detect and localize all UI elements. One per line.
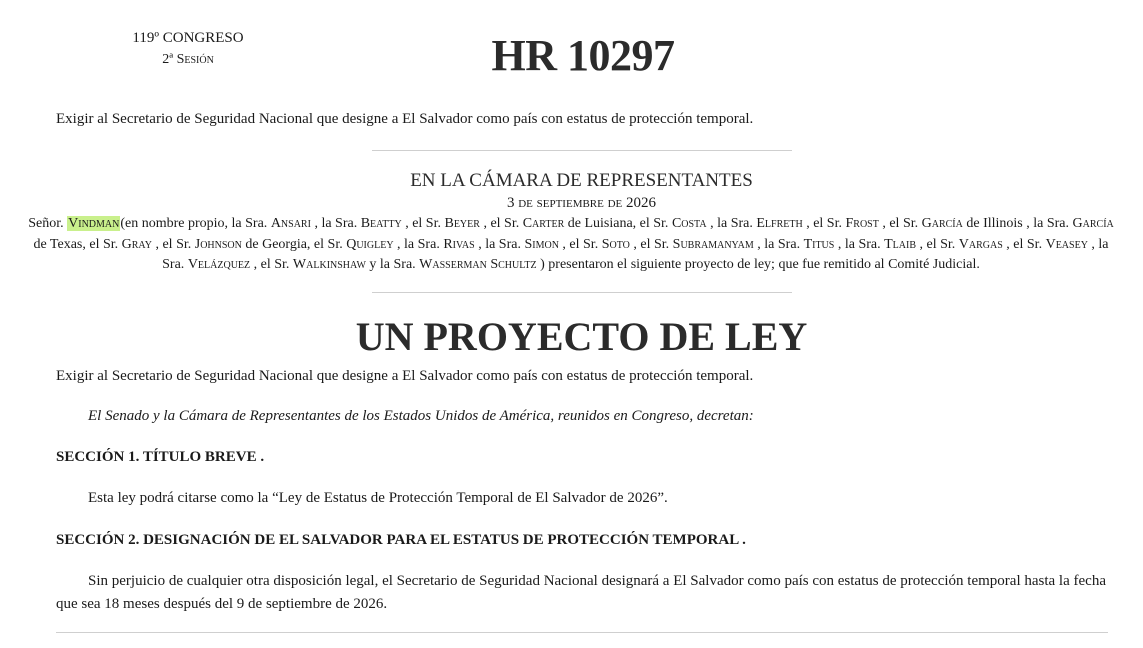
cosponsor-name: Costa <box>671 216 707 231</box>
cosponsor-name: Frost <box>845 216 879 231</box>
cosponsor-list <box>33 216 1113 272</box>
sponsor-text: , el Sr. <box>1002 236 1046 252</box>
section-2-text: Sin perjuicio de cualquier otra disposición legal, el Secretario de Seguridad Nacional designará a El Salvador como país con estatus de protección temporal hasta la fecha que sea 18 meses después del 9 de septiembre de 2026. <box>56 573 1106 612</box>
sponsor-text: , el Sr. <box>878 216 922 231</box>
divider <box>372 150 792 151</box>
cosponsor-name: Walkinshaw <box>292 257 366 272</box>
sponsor-text: , el Sr. <box>916 236 959 252</box>
cosponsor-name: Johnson <box>194 236 242 252</box>
sponsor-text: , la Sra. <box>474 236 525 252</box>
sponsor-text: de Illinois , la Sra. <box>962 216 1073 231</box>
sponsor-text: , la Sra. <box>753 236 804 252</box>
cosponsor-name: Gray <box>121 236 152 252</box>
sponsor-text: de Luisiana, el Sr. <box>564 216 672 231</box>
cosponsor-name: Beyer <box>444 216 480 231</box>
cosponsor-name: Velázquez <box>187 257 251 272</box>
cosponsor-name: García <box>1072 216 1114 231</box>
bill-purpose-repeat: Exigir al Secretario de Seguridad Nacional que designe a El Salvador como país con estatus de protección temporal. <box>56 368 754 384</box>
sponsor-text: y la Sra. <box>365 257 420 272</box>
bill-number: HR 10297 <box>491 31 675 80</box>
sponsor-text: ) presentaron el siguiente proyecto de ley; que fue remitido al Comité Judicial. <box>536 257 980 272</box>
bill-purpose: Exigir al Secretario de Seguridad Nacional que designe a El Salvador como país con estatus de protección temporal. <box>56 111 754 127</box>
lead-sponsor-highlighted[interactable]: Vindman <box>68 216 120 231</box>
cosponsor-name: Simon <box>524 236 559 252</box>
document-type-title: UN PROYECTO DE LEY <box>355 314 808 359</box>
sponsor-text: , el Sr. <box>802 216 846 231</box>
sponsor-text: , la Sra. <box>706 216 757 231</box>
divider <box>56 632 1108 633</box>
cosponsor-name: Wasserman Schultz <box>419 257 537 272</box>
section-1-heading: SECCIÓN 1. TÍTULO BREVE . <box>56 449 265 465</box>
cosponsor-name: Beatty <box>360 216 402 231</box>
sponsor-text: , el Sr. <box>250 257 293 272</box>
sponsor-text: , la Sra. <box>310 216 361 231</box>
cosponsor-name: Ansari <box>270 216 311 231</box>
sponsors-paragraph <box>26 214 1116 276</box>
sponsor-text: , el Sr. <box>401 216 445 231</box>
sponsor-prefix: Señor. <box>28 216 64 231</box>
divider <box>372 292 792 293</box>
congress-number: 119º CONGRESO <box>132 30 244 46</box>
sponsor-text: , la Sra. <box>393 236 444 252</box>
enacting-clause: El Senado y la Cámara de Representantes de los Estados Unidos de América, reunidos en Congreso, decretan: <box>88 408 754 424</box>
session-number: 2ª Sesión <box>162 52 214 67</box>
section-2-heading: SECCIÓN 2. DESIGNACIÓN DE EL SALVADOR PARA EL ESTATUS DE PROTECCIÓN TEMPORAL . <box>56 532 746 548</box>
sponsor-text: de Texas, el Sr. <box>33 236 122 252</box>
congress-session-block <box>118 28 258 70</box>
sponsor-text: , el Sr. <box>151 236 195 252</box>
sponsor-text: , la Sra. <box>834 236 885 252</box>
cosponsor-name: Rivas <box>443 236 475 252</box>
introduction-date: 3 de septiembre de 2026 <box>506 195 657 211</box>
section-1-text: Esta ley podrá citarse como la “Ley de Estatus de Protección Temporal de El Salvador de 2026”. <box>88 490 668 506</box>
sponsor-text: (en nombre propio, la Sra. <box>120 216 271 231</box>
chamber-title: EN LA CÁMARA DE REPRESENTANTES <box>410 170 753 191</box>
cosponsor-name: Quigley <box>346 236 394 252</box>
cosponsor-name: Veasey <box>1045 236 1088 252</box>
cosponsor-name: Carter <box>522 216 565 231</box>
cosponsor-name: Elfreth <box>756 216 803 231</box>
cosponsor-name: Vargas <box>958 236 1003 252</box>
sponsor-text: de Georgia, el Sr. <box>241 236 347 252</box>
sponsor-text: , el Sr. <box>558 236 602 252</box>
sponsor-text: , el Sr. <box>479 216 523 231</box>
cosponsor-name: Soto <box>601 236 630 252</box>
cosponsor-name: Tlaib <box>884 236 916 252</box>
sponsor-text: , el Sr. <box>629 236 673 252</box>
sponsor-text: , la Sra. <box>162 236 1109 272</box>
cosponsor-name: Subramanyam <box>672 236 754 252</box>
cosponsor-name: Titus <box>803 236 835 252</box>
cosponsor-name: García <box>921 216 963 231</box>
